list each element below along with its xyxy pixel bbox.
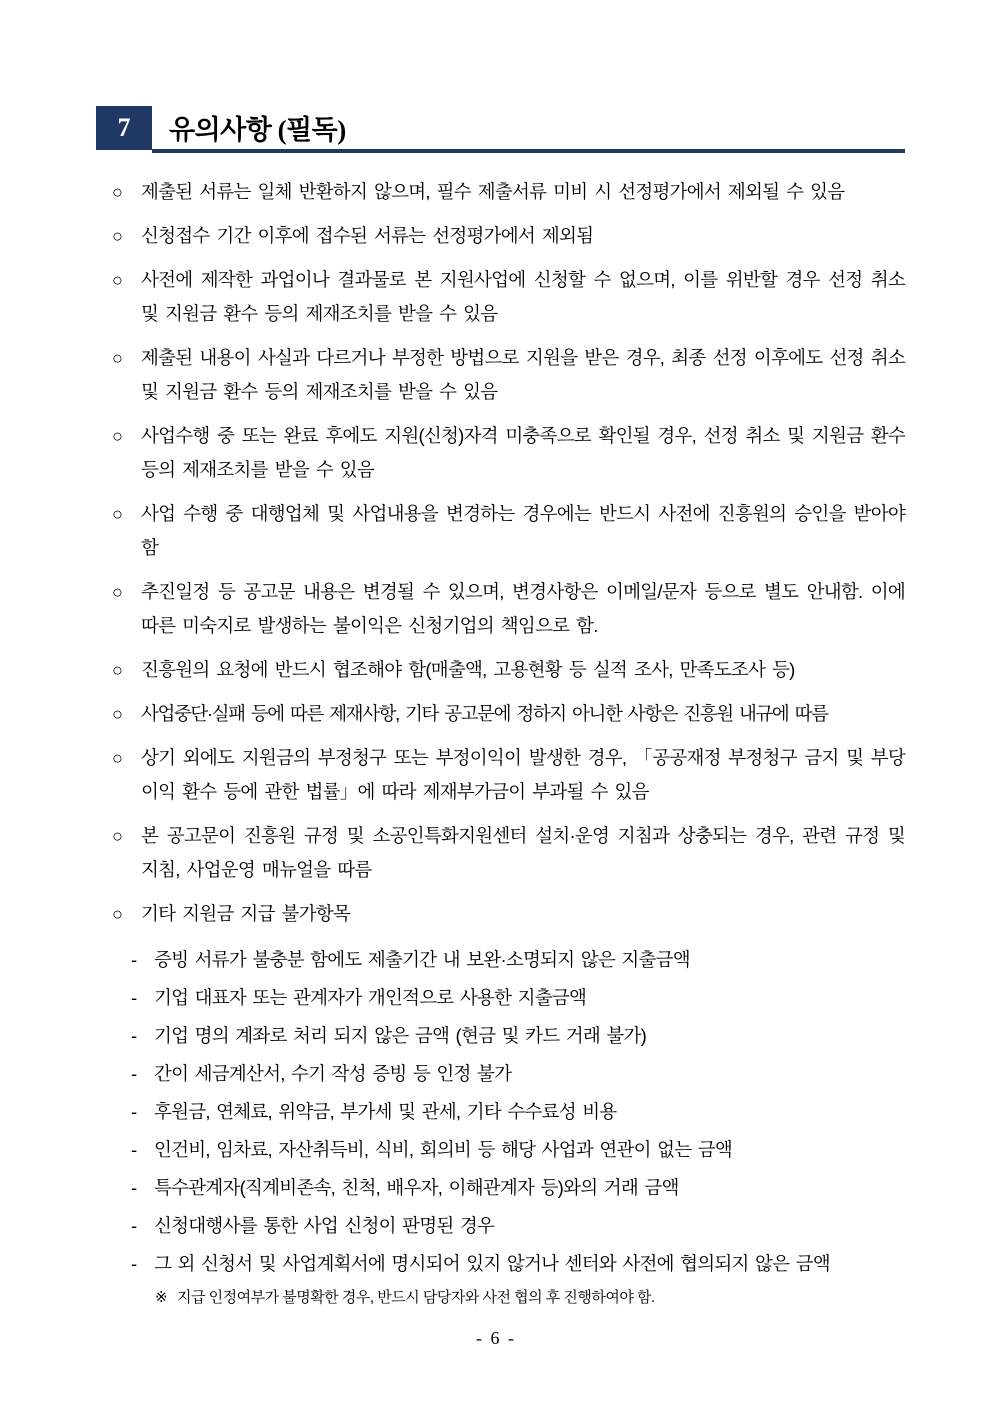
notice-item bbox=[112, 653, 905, 687]
notice-item bbox=[112, 697, 905, 731]
disallowed-payment-list bbox=[131, 941, 905, 1310]
sub-item bbox=[131, 979, 905, 1017]
circle-bullet-icon: ○ bbox=[112, 826, 123, 846]
sub-item bbox=[131, 1055, 905, 1093]
notice-list bbox=[112, 161, 905, 1310]
notice-item bbox=[112, 497, 905, 565]
notice-item bbox=[112, 341, 905, 409]
notice-item bbox=[112, 219, 905, 253]
sub-item-text: 후원금, 연체료, 위약금, 부가세 및 관세, 기타 수수료성 비용 bbox=[154, 1101, 617, 1122]
footnote-text: 지급 인정여부가 불명확한 경우, 반드시 담당자와 사전 협의 후 진행하여야 함. bbox=[177, 1289, 655, 1306]
dash-bullet-icon: - bbox=[131, 949, 138, 970]
dash-bullet-icon: - bbox=[131, 1139, 138, 1160]
circle-bullet-icon: ○ bbox=[112, 426, 123, 446]
sub-item bbox=[131, 1207, 905, 1245]
notice-text: 사업중단·실패 등에 따른 제재사항, 기타 공고문에 정하지 아니한 사항은 진흥원 내규에 따름 bbox=[141, 703, 828, 724]
notice-text: 사업 수행 중 대행업체 및 사업내용을 변경하는 경우에는 반드시 사전에 진흥원의 승인을 받아야 함 bbox=[141, 503, 905, 558]
circle-bullet-icon: ○ bbox=[112, 704, 123, 724]
section-title-underline bbox=[152, 106, 905, 153]
notice-text: 사업수행 중 또는 완료 후에도 지원(신청)자격 미충족으로 확인될 경우, 선정 취소 및 지원금 환수 등의 제재조치를 받을 수 있음 bbox=[141, 425, 905, 480]
sub-item bbox=[131, 1017, 905, 1055]
notice-text: 본 공고문이 진흥원 규정 및 소공인특화지원센터 설치·운영 지침과 상충되는 경우, 관련 규정 및 지침, 사업운영 매뉴얼을 따름 bbox=[141, 825, 905, 880]
circle-bullet-icon: ○ bbox=[112, 182, 123, 202]
circle-bullet-icon: ○ bbox=[112, 660, 123, 680]
circle-bullet-icon: ○ bbox=[112, 582, 123, 602]
circle-bullet-icon: ○ bbox=[112, 348, 123, 368]
notice-text: 제출된 서류는 일체 반환하지 않으며, 필수 제출서류 미비 시 선정평가에서 제외될 수 있음 bbox=[141, 181, 845, 202]
footnote bbox=[155, 1286, 905, 1310]
circle-bullet-icon: ○ bbox=[112, 504, 123, 524]
notice-item bbox=[112, 575, 905, 643]
sub-item-text: 기업 대표자 또는 관계자가 개인적으로 사용한 지출금액 bbox=[154, 987, 587, 1008]
reference-mark-icon: ※ bbox=[155, 1289, 168, 1306]
notice-text: 신청접수 기간 이후에 접수된 서류는 선정평가에서 제외됨 bbox=[141, 225, 594, 246]
sub-item-text: 간이 세금계산서, 수기 작성 증빙 등 인정 불가 bbox=[154, 1063, 512, 1084]
circle-bullet-icon: ○ bbox=[112, 748, 123, 768]
section-header bbox=[96, 106, 905, 153]
notice-item bbox=[112, 263, 905, 331]
circle-bullet-icon: ○ bbox=[112, 226, 123, 246]
dash-bullet-icon: - bbox=[131, 1101, 138, 1122]
dash-bullet-icon: - bbox=[131, 1177, 138, 1198]
sub-item bbox=[131, 941, 905, 979]
notice-text: 기타 지원금 지급 불가항목 bbox=[141, 903, 351, 924]
sub-item-text: 신청대행사를 통한 사업 신청이 판명된 경우 bbox=[154, 1215, 495, 1236]
notice-item bbox=[112, 175, 905, 209]
sub-item bbox=[131, 1169, 905, 1207]
sub-item-text: 인건비, 임차료, 자산취득비, 식비, 회의비 등 해당 사업과 연관이 없는 금액 bbox=[154, 1139, 732, 1160]
notice-item bbox=[112, 819, 905, 887]
sub-item bbox=[131, 1131, 905, 1169]
sub-item-text: 증빙 서류가 불충분 함에도 제출기간 내 보완·소명되지 않은 지출금액 bbox=[154, 949, 690, 970]
notice-item bbox=[112, 741, 905, 809]
dash-bullet-icon: - bbox=[131, 987, 138, 1008]
circle-bullet-icon: ○ bbox=[112, 270, 123, 290]
section-title: 유의사항 (필독) bbox=[169, 115, 346, 145]
sub-item-text: 그 외 신청서 및 사업계획서에 명시되어 있지 않거나 센터와 사전에 협의되지 않은 금액 bbox=[154, 1253, 830, 1274]
sub-item bbox=[131, 1093, 905, 1131]
sub-item-text: 특수관계자(직계비존속, 친척, 배우자, 이해관계자 등)와의 거래 금액 bbox=[154, 1177, 679, 1198]
notice-item bbox=[112, 897, 905, 931]
section-number-badge: 7 bbox=[96, 106, 152, 150]
sub-item bbox=[131, 1245, 905, 1283]
notice-text: 사전에 제작한 과업이나 결과물로 본 지원사업에 신청할 수 없으며, 이를 위반할 경우 선정 취소 및 지원금 환수 등의 제재조치를 받을 수 있음 bbox=[141, 269, 905, 324]
notice-text: 진흥원의 요청에 반드시 협조해야 함(매출액, 고용현황 등 실적 조사, 만족도조사 등) bbox=[141, 659, 795, 680]
sub-item-text: 기업 명의 계좌로 처리 되지 않은 금액 (현금 및 카드 거래 불가) bbox=[154, 1025, 647, 1046]
notice-text: 상기 외에도 지원금의 부정청구 또는 부정이익이 발생한 경우, 「공공재정 부정청구 금지 및 부당이익 환수 등에 관한 법률」에 따라 제재부가금이 부과될 수 있음 bbox=[141, 747, 905, 802]
notice-item bbox=[112, 419, 905, 487]
dash-bullet-icon: - bbox=[131, 1253, 138, 1274]
notice-text: 제출된 내용이 사실과 다르거나 부정한 방법으로 지원을 받은 경우, 최종 선정 이후에도 선정 취소 및 지원금 환수 등의 제재조치를 받을 수 있음 bbox=[141, 347, 905, 402]
page-number: - 6 - bbox=[476, 1328, 516, 1348]
notice-text: 추진일정 등 공고문 내용은 변경될 수 있으며, 변경사항은 이메일/문자 등으로 별도 안내함. 이에 따른 미숙지로 발생하는 불이익은 신청기업의 책임으로 함. bbox=[141, 581, 905, 636]
dash-bullet-icon: - bbox=[131, 1215, 138, 1236]
dash-bullet-icon: - bbox=[131, 1063, 138, 1084]
dash-bullet-icon: - bbox=[131, 1025, 138, 1046]
circle-bullet-icon: ○ bbox=[112, 904, 123, 924]
